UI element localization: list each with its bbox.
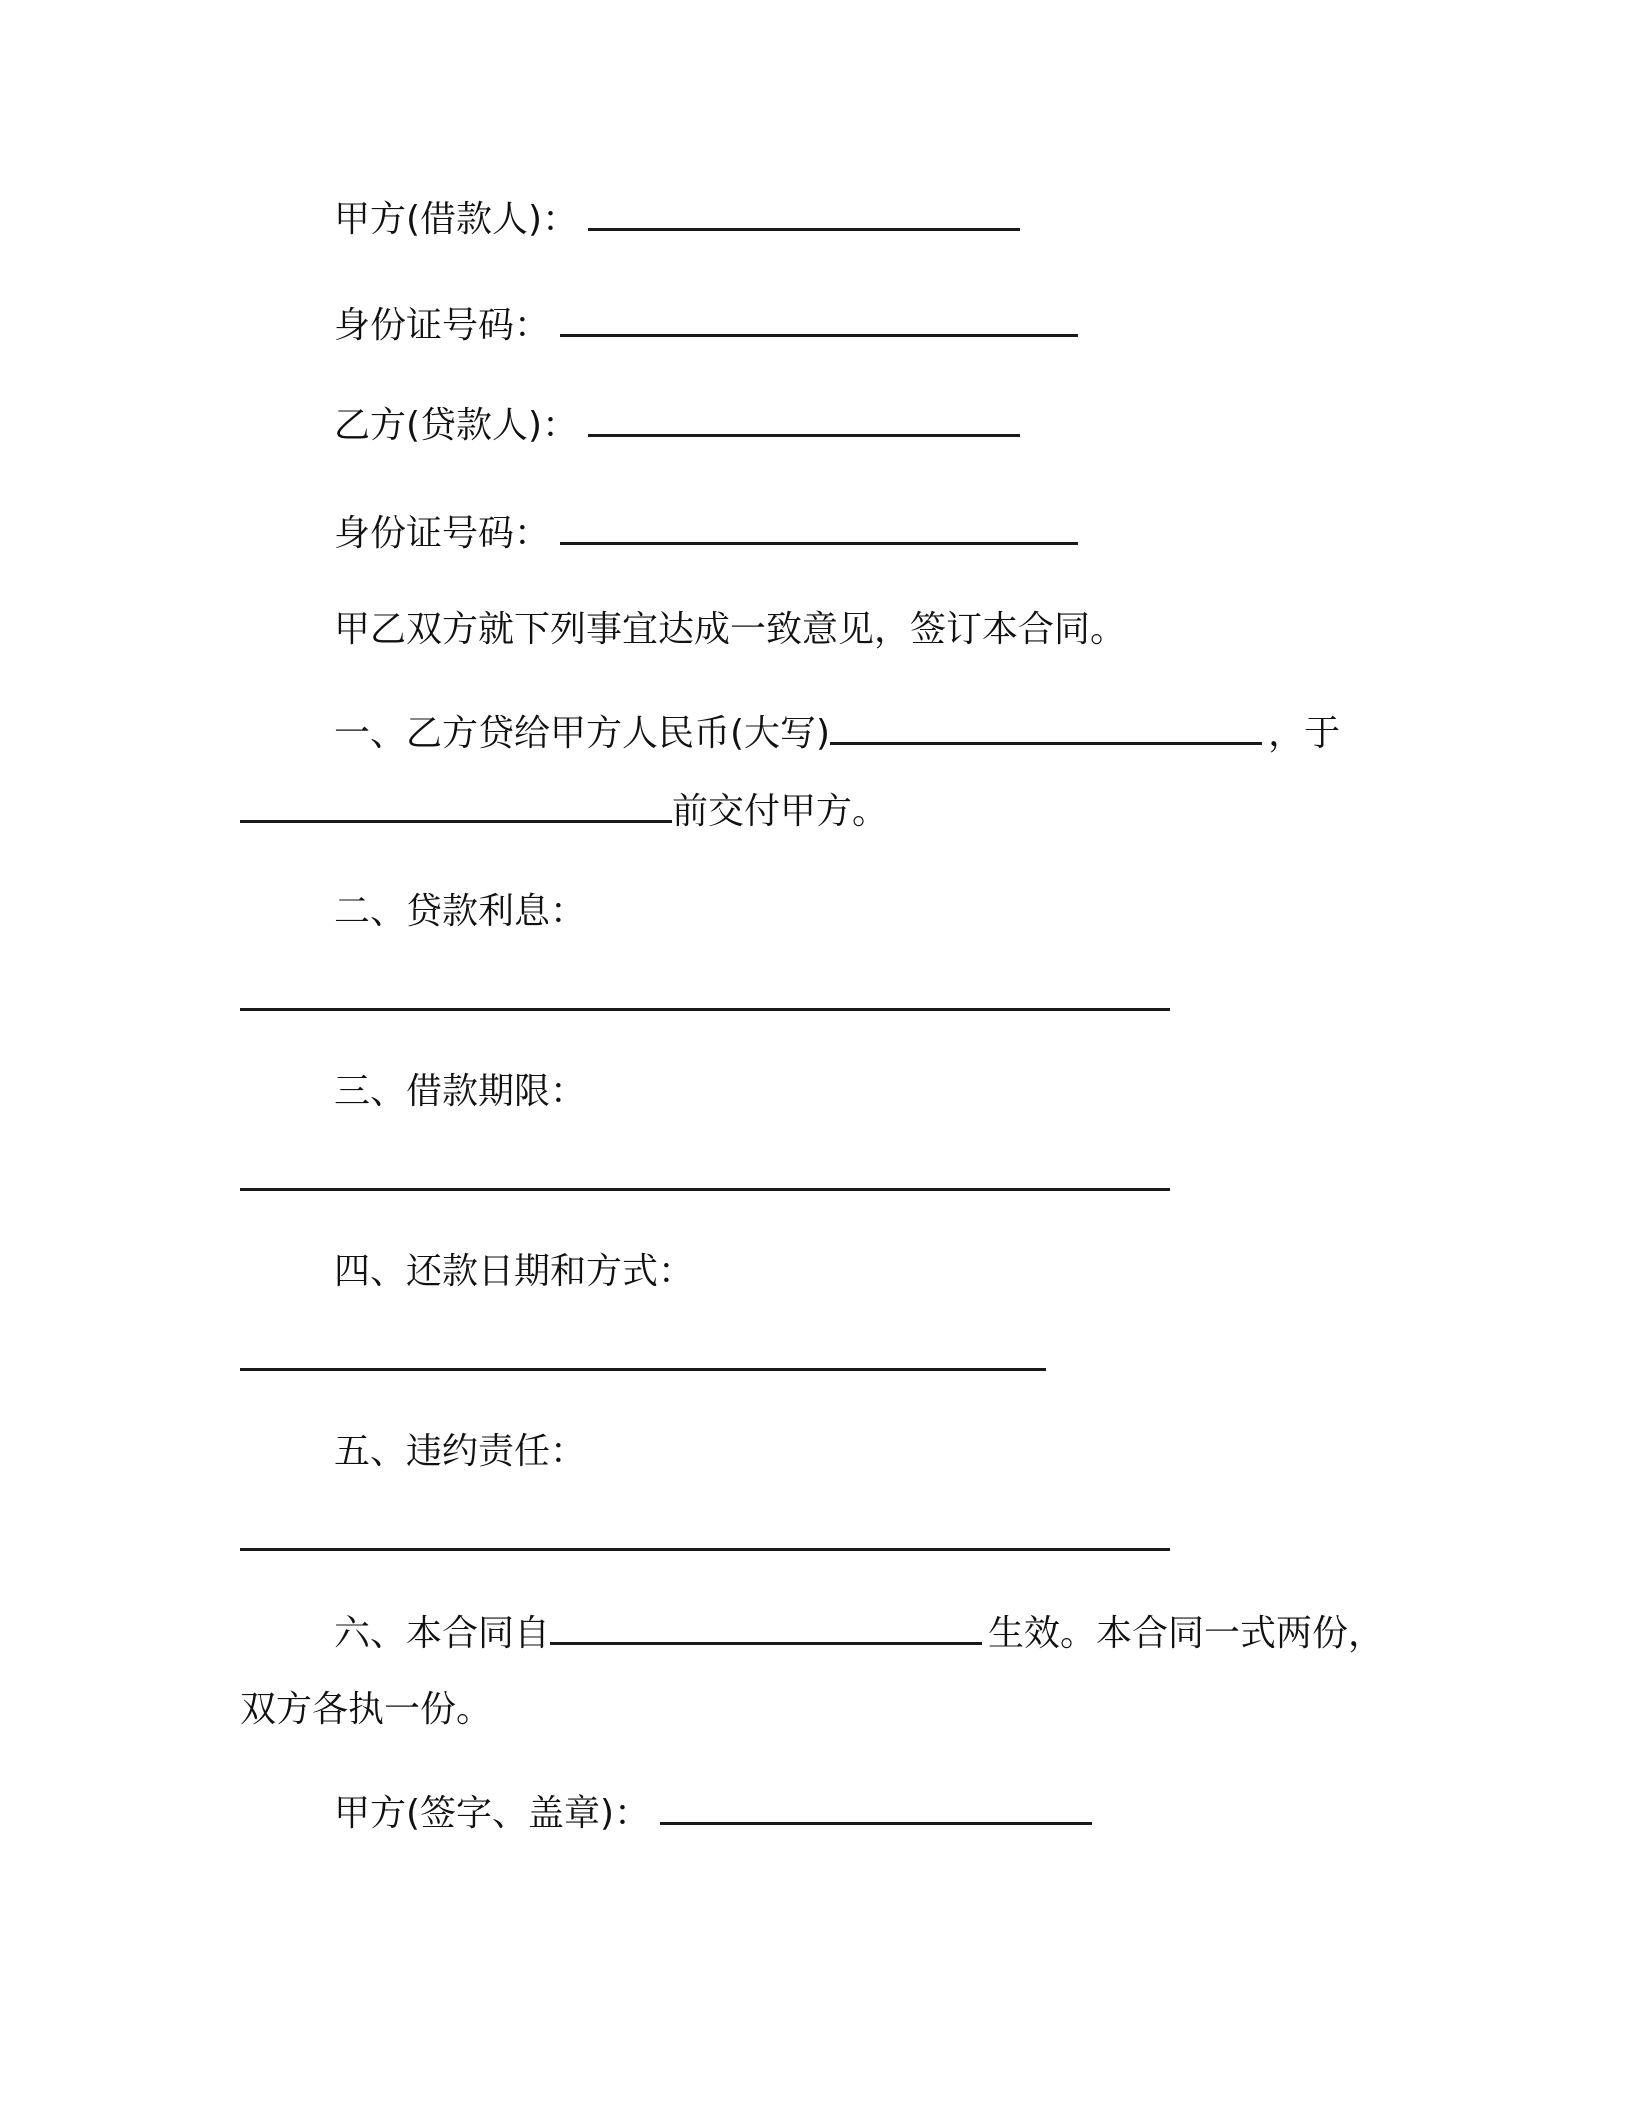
sign-a-line [334,1786,1092,1840]
sign-a-blank[interactable] [660,1786,1092,1825]
id-label-b: 身份证号码： [334,513,551,554]
intro-text: 甲乙双方就下列事宜达成一致意见，签订本合同。 [334,609,1127,650]
party-b-label: 乙方(贷款人)： [334,405,579,446]
clause6-line2: 双方各执一份。 [240,1689,493,1730]
id-a-blank[interactable] [560,298,1078,337]
party-b-blank[interactable] [588,398,1020,437]
id-label-a: 身份证号码： [334,305,551,346]
clause6-part1: 六、本合同自 [334,1613,551,1654]
party-b-line [334,398,1020,452]
repayment-blank[interactable] [240,1368,1046,1371]
id-b-blank[interactable] [560,506,1078,545]
clause1-part3: 前交付甲方。 [672,791,889,832]
id-b-line [334,506,1078,560]
clause1-part2: ，于 [1268,713,1341,754]
clause3-heading: 三、借款期限： [334,1071,587,1112]
clause1-line1 [334,706,1340,760]
clause2-heading: 二、贷款利息： [334,891,587,932]
delivery-date-blank[interactable] [240,784,672,823]
loan-amount-blank[interactable] [830,706,1262,745]
term-blank[interactable] [240,1188,1170,1191]
effective-date-blank[interactable] [550,1606,982,1645]
clause4-heading: 四、还款日期和方式： [334,1251,695,1292]
interest-blank[interactable] [240,1008,1170,1011]
clause1-part1: 一、乙方贷给甲方人民币(大写) [334,713,831,754]
clause1-line2 [240,784,888,838]
sign-a-label: 甲方(签字、盖章)： [334,1793,651,1834]
id-a-line [334,298,1078,352]
clause5-heading: 五、违约责任： [334,1431,587,1472]
clause6-line1 [334,1606,1384,1660]
party-a-label: 甲方(借款人)： [334,199,579,240]
clause6-part2: 生效。本合同一式两份， [988,1613,1385,1654]
party-a-line [334,192,1020,246]
party-a-blank[interactable] [588,192,1020,231]
liability-blank[interactable] [240,1548,1170,1551]
